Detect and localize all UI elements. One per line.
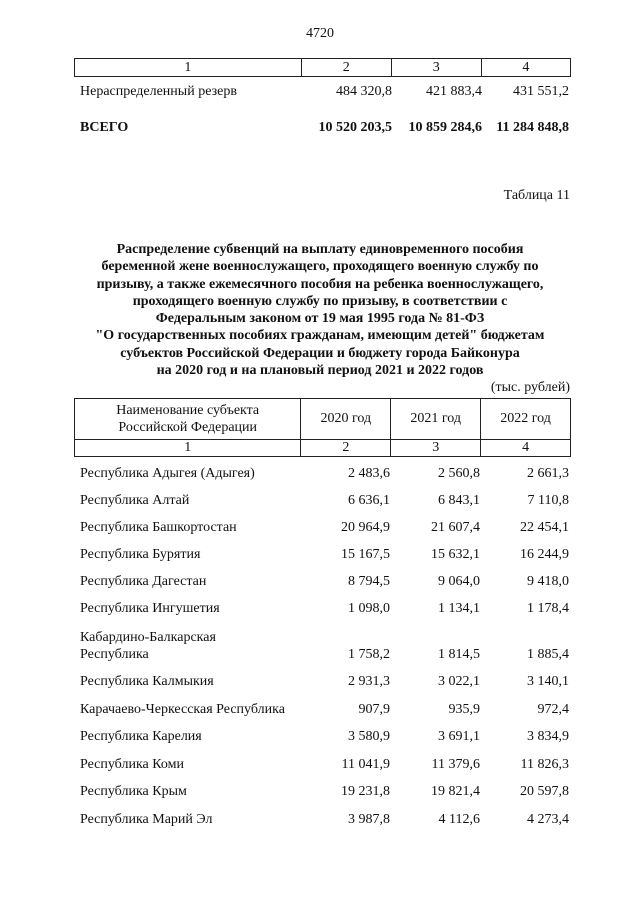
table-label: Таблица 11 — [503, 188, 570, 203]
table-row — [74, 745, 571, 773]
value-2021: 1 134,1 — [438, 601, 480, 616]
table-row — [74, 509, 571, 536]
value-2020: 10 520 203,5 — [318, 120, 392, 135]
table-row — [74, 718, 571, 745]
subject-name: Республика Алтай — [80, 493, 190, 508]
value-2022: 1 178,4 — [527, 601, 569, 616]
subject-name: Республика Карелия — [80, 729, 202, 744]
table-row — [74, 536, 571, 563]
subject-name: Республика Коми — [80, 757, 184, 772]
header-2021: 2021 год — [391, 399, 481, 440]
value-2021: 421 883,4 — [426, 84, 482, 99]
col-number-2: 2 — [301, 59, 391, 77]
subject-name: Республика Марий Эл — [80, 812, 213, 827]
heading-line: субъектов Российской Федерации и бюджету города Байконура — [120, 345, 520, 361]
value-2022: 2 661,3 — [527, 466, 569, 481]
value-2022: 7 110,8 — [527, 493, 569, 508]
table-row — [74, 800, 571, 828]
value-2020: 8 794,5 — [348, 574, 390, 589]
value-2022: 431 551,2 — [513, 84, 569, 99]
value-2020: 907,9 — [358, 702, 390, 717]
value-2021: 11 379,6 — [431, 757, 480, 772]
value-2020: 20 964,9 — [341, 520, 390, 535]
subject-name: Республика Калмыкия — [80, 674, 214, 689]
value-2022: 11 284 848,8 — [496, 120, 569, 135]
value-2022: 16 244,9 — [520, 547, 569, 562]
row-label: ВСЕГО — [80, 120, 129, 135]
heading-line: "О государственных пособиях гражданам, имеющим детей" бюджетам — [95, 328, 545, 344]
heading-line: на 2020 год и на плановый период 2021 и 2022 годов — [156, 363, 484, 379]
header-name-line2: Российской Федерации — [118, 420, 258, 435]
col-number-3: 3 — [391, 440, 481, 457]
table-row — [74, 563, 571, 590]
value-2021: 2 560,8 — [438, 466, 480, 481]
value-2021: 935,9 — [448, 702, 480, 717]
value-2020: 15 167,5 — [341, 547, 390, 562]
value-2020: 3 580,9 — [348, 729, 390, 744]
subject-name: Республика Адыгея (Адыгея) — [80, 466, 255, 481]
value-2022: 3 834,9 — [527, 729, 569, 744]
value-2022: 1 885,4 — [527, 647, 569, 662]
subject-name: Карачаево-Черкесская Республика — [80, 702, 285, 717]
value-2020: 2 483,6 — [348, 466, 390, 481]
value-2022: 22 454,1 — [520, 520, 569, 535]
value-2021: 1 814,5 — [438, 647, 480, 662]
heading-line: беременной жене военнослужащего, проходящего военную службу по — [101, 259, 539, 275]
units-label: (тыс. рублей) — [490, 380, 570, 395]
col-number-1: 1 — [75, 440, 301, 457]
value-2022: 11 826,3 — [520, 757, 569, 772]
page-number: 4720 — [306, 26, 334, 41]
value-2021: 21 607,4 — [431, 520, 480, 535]
value-2021: 9 064,0 — [438, 574, 480, 589]
table-row — [74, 465, 571, 482]
header-2020: 2020 год — [301, 399, 391, 440]
heading-line: проходящего военную службу по призыву, в соответствии с — [132, 293, 508, 309]
subject-name: Кабардино-Балкарская Республика — [80, 630, 216, 662]
value-2020: 6 636,1 — [348, 493, 390, 508]
value-2022: 4 273,4 — [527, 812, 569, 827]
value-2021: 4 112,6 — [438, 812, 480, 827]
value-2020: 484 320,8 — [336, 84, 392, 99]
total-row — [74, 120, 571, 140]
subject-name: Республика Башкортостан — [80, 520, 237, 535]
col-number-4: 4 — [481, 59, 570, 77]
value-2021: 19 821,4 — [431, 784, 480, 799]
main-table-body — [74, 465, 571, 828]
value-2021: 3 691,1 — [438, 729, 480, 744]
undistributed-reserve-row — [74, 84, 571, 104]
value-2021: 3 022,1 — [438, 674, 480, 689]
value-2021: 10 859 284,6 — [408, 120, 482, 135]
value-2022: 3 140,1 — [527, 674, 569, 689]
table-row — [74, 482, 571, 509]
row-label: Нераспределенный резерв — [80, 84, 237, 99]
value-2020: 1 098,0 — [348, 601, 390, 616]
subject-name: Республика Бурятия — [80, 547, 201, 562]
value-2021: 15 632,1 — [431, 547, 480, 562]
value-2020: 11 041,9 — [341, 757, 390, 772]
table-row — [74, 773, 571, 800]
subject-name: Республика Ингушетия — [80, 601, 220, 616]
col-number-4: 4 — [481, 440, 571, 457]
value-2020: 3 987,8 — [348, 812, 390, 827]
heading-line: Федеральным законом от 19 мая 1995 года № 81-ФЗ — [155, 311, 485, 327]
col-number-1: 1 — [75, 59, 302, 77]
value-2022: 9 418,0 — [527, 574, 569, 589]
value-2022: 20 597,8 — [520, 784, 569, 799]
value-2020: 1 758,2 — [348, 647, 390, 662]
value-2020: 19 231,8 — [341, 784, 390, 799]
heading-line: призыву, а также ежемесячного пособия на ребенка военнослужащего, — [96, 276, 544, 292]
header-name-line1: Наименование субъекта — [116, 403, 260, 418]
header-2022: 2022 год — [481, 399, 571, 440]
table-row — [74, 690, 571, 718]
table-row — [74, 590, 571, 617]
col-number-3: 3 — [391, 59, 481, 77]
header-subject-name — [75, 399, 301, 440]
col-number-2: 2 — [301, 440, 391, 457]
top-column-number-row — [74, 58, 571, 77]
table-heading — [70, 241, 570, 379]
subject-name: Республика Крым — [80, 784, 187, 799]
value-2021: 6 843,1 — [438, 493, 480, 508]
value-2020: 2 931,3 — [348, 674, 390, 689]
value-2022: 972,4 — [537, 702, 569, 717]
table-row — [74, 663, 571, 690]
heading-line: Распределение субвенций на выплату единовременного пособия — [116, 242, 524, 257]
table-row — [74, 617, 571, 663]
main-table-header — [74, 398, 571, 457]
subject-name: Республика Дагестан — [80, 574, 207, 589]
